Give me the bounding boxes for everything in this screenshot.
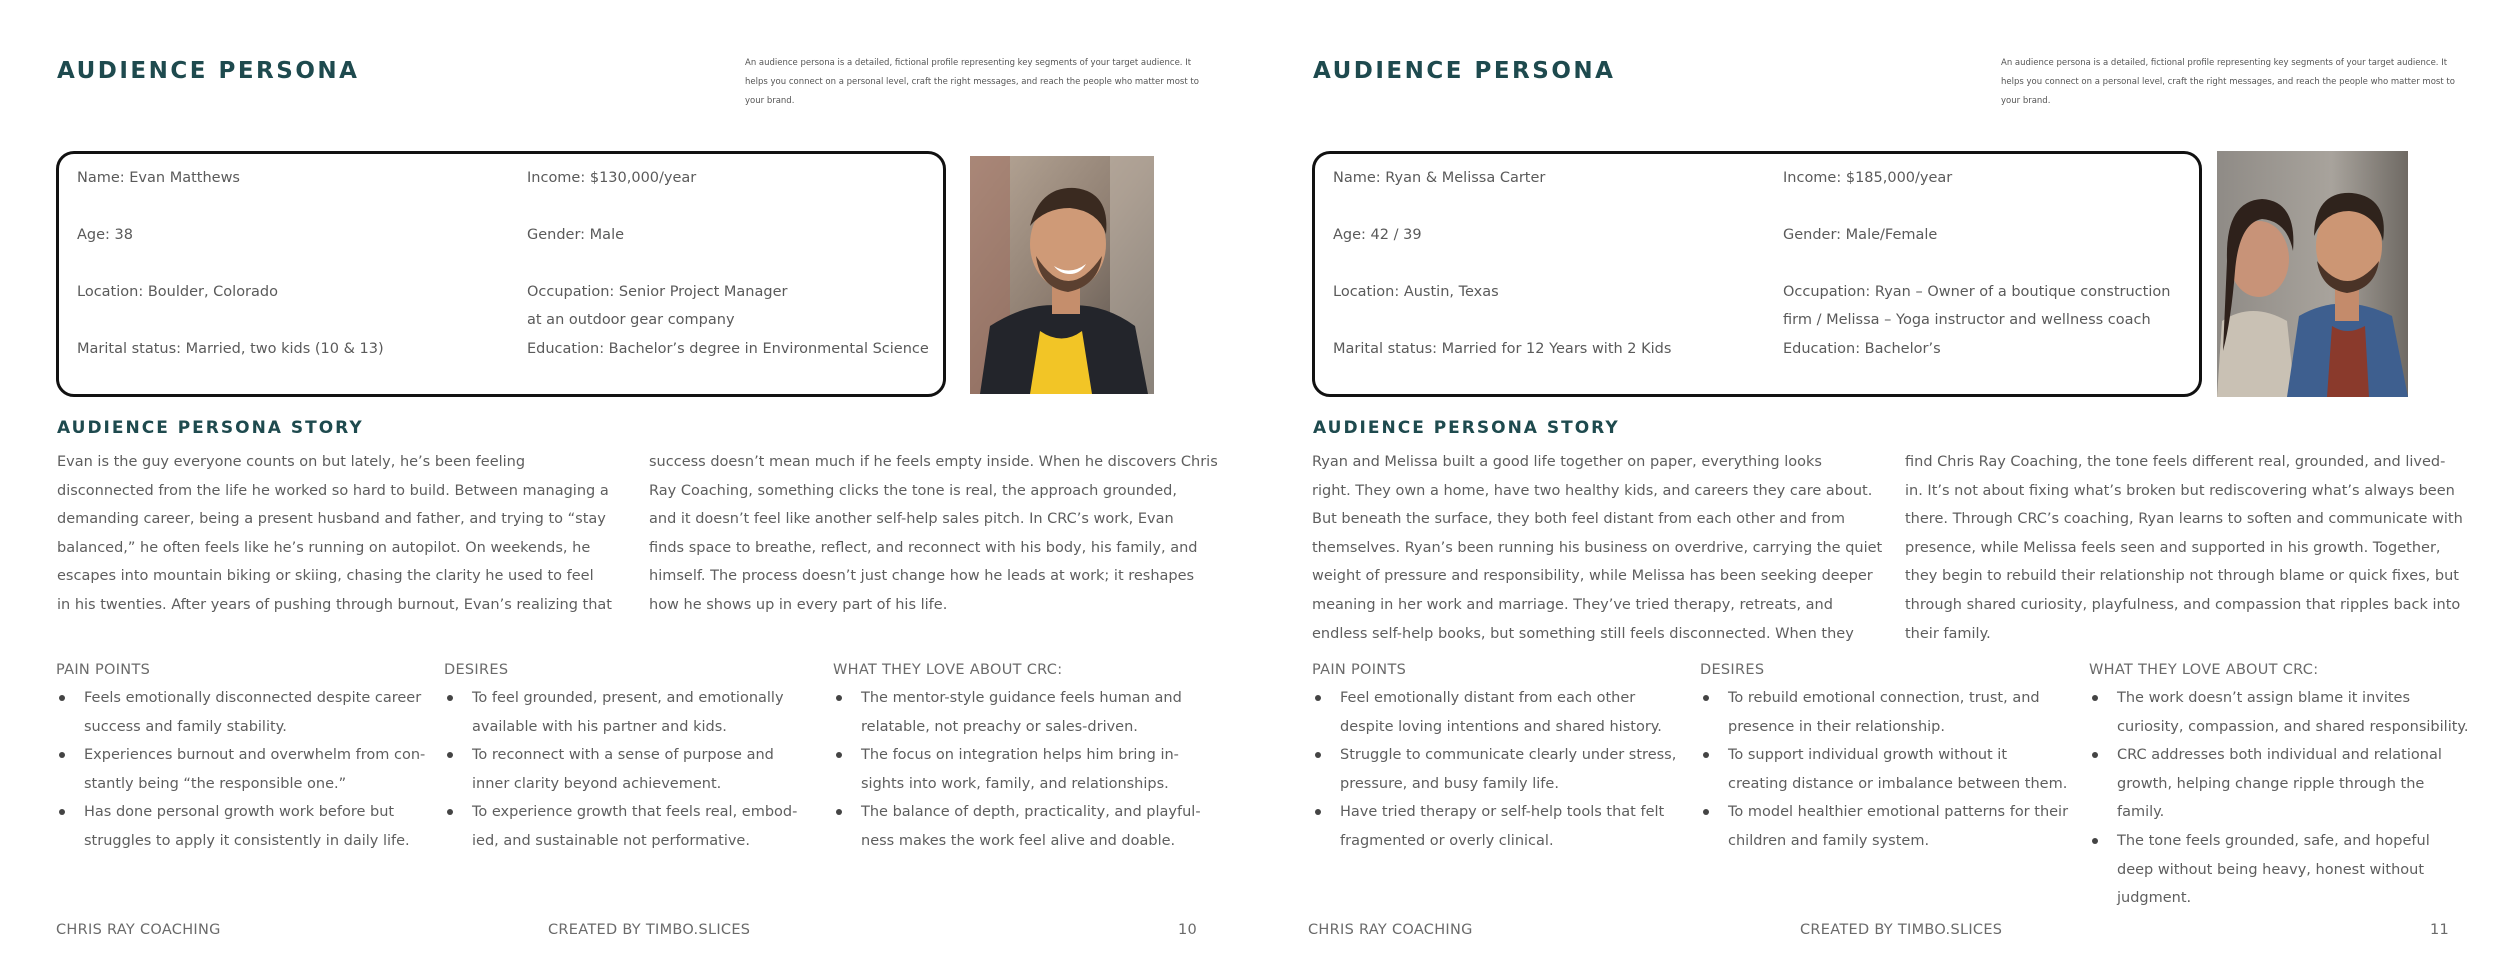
profile-name: Name: Evan Matthews bbox=[77, 170, 240, 186]
story-line: finds space to breathe, reflect, and reconnect with his body, his family, and bbox=[649, 539, 1198, 556]
page-title: AUDIENCE PERSONA bbox=[1313, 58, 1616, 84]
profile-location: Location: Austin, Texas bbox=[1333, 284, 1499, 300]
list-item-line: children and family system. bbox=[1728, 832, 1930, 849]
pain-points-section bbox=[1312, 656, 1676, 856]
story-line: and it doesn’t feel like another self-help sales pitch. In CRC’s work, Evan bbox=[649, 511, 1174, 528]
list-item-line: CRC addresses both individual and relational bbox=[2117, 747, 2442, 764]
list-item-line: curiosity, compassion, and shared responsibility. bbox=[2117, 718, 2469, 735]
list-item-line: To model healthier emotional patterns for their bbox=[1728, 804, 2069, 821]
profile-card bbox=[1312, 151, 2202, 397]
list-item-line: To support individual growth without it bbox=[1728, 747, 2008, 764]
list-item-line: Feel emotionally distant from each other bbox=[1340, 690, 1636, 706]
list-item bbox=[56, 684, 425, 741]
story-column-left bbox=[57, 448, 612, 620]
profile-education: Education: Bachelor’s degree in Environmental Science bbox=[527, 341, 929, 357]
love-about-crc-section bbox=[833, 656, 1201, 856]
couple-photo bbox=[2217, 151, 2408, 397]
list-item-line: Has done personal growth work before but bbox=[84, 804, 395, 821]
list-item-line: To reconnect with a sense of purpose and bbox=[472, 747, 774, 764]
story-line: Ray Coaching, something clicks the tone is real, the approach grounded, bbox=[649, 482, 1177, 499]
profile-education: Education: Bachelor’s bbox=[1783, 341, 1941, 357]
story-line: success doesn’t mean much if he feels empty inside. When he discovers Chris bbox=[649, 454, 1218, 470]
story-line: disconnected from the life he worked so hard to build. Between managing a bbox=[57, 482, 609, 499]
desires-section bbox=[444, 656, 797, 856]
list-item bbox=[444, 798, 797, 855]
list-item-line: The balance of depth, practicality, and playful- bbox=[861, 804, 1201, 821]
list-item bbox=[2089, 741, 2469, 827]
list-item-line: The mentor-style guidance feels human and bbox=[861, 690, 1182, 706]
story-line: demanding career, being a present husband and father, and trying to “stay bbox=[57, 511, 606, 528]
list-item-line: available with his partner and kids. bbox=[472, 718, 727, 735]
story-line: escapes into mountain biking or skiing, chasing the clarity he used to feel bbox=[57, 568, 594, 585]
list-item bbox=[1700, 684, 2068, 741]
story-line: in his twenties. After years of pushing through burnout, Evan’s realizing that bbox=[57, 596, 612, 613]
profile-occupation: Occupation: Ryan – Owner of a boutique construction bbox=[1783, 284, 2171, 300]
list-item bbox=[444, 741, 797, 798]
list-item-line: To feel grounded, present, and emotionally bbox=[472, 690, 784, 706]
list-item-line: To experience growth that feels real, embod- bbox=[472, 804, 798, 821]
list-item bbox=[1312, 798, 1676, 855]
list-item-line: Experiences burnout and overwhelm from con- bbox=[84, 747, 426, 764]
profile-occupation: Occupation: Senior Project Manager bbox=[527, 284, 788, 300]
profile-occupation-cont: at an outdoor gear company bbox=[527, 312, 735, 328]
list-item-line: judgment. bbox=[2117, 890, 2192, 907]
story-line: Ryan and Melissa built a good life together on paper, everything looks bbox=[1312, 454, 1822, 470]
story-line: right. They own a home, have two healthy kids, and careers they care about. bbox=[1312, 482, 1873, 499]
desires-section bbox=[1700, 656, 2068, 856]
intro-text: An audience persona is a detailed, fictional profile representing key segments of your target audience. It helps you connect on a personal level, craft the right messages, and reach the people who matter most to your brand. bbox=[745, 58, 1199, 106]
list-item bbox=[833, 798, 1201, 855]
profile-income: Income: $185,000/year bbox=[1783, 170, 1953, 186]
list-item-line: The work doesn’t assign blame it invites bbox=[2117, 690, 2411, 706]
pain-points-section bbox=[56, 656, 425, 856]
list-item-line: relatable, not preachy or sales-driven. bbox=[861, 718, 1138, 735]
list-item-line: despite loving intentions and shared history. bbox=[1340, 718, 1662, 735]
profile-name: Name: Ryan & Melissa Carter bbox=[1333, 170, 1546, 186]
list-item bbox=[833, 684, 1201, 741]
profile-card bbox=[56, 151, 946, 397]
list-item-line: success and family stability. bbox=[84, 718, 287, 735]
list-item-line: family. bbox=[2117, 804, 2165, 821]
profile-age: Age: 42 / 39 bbox=[1333, 227, 1422, 243]
page-number: 11 bbox=[2430, 922, 2450, 938]
list-item-line: pressure, and busy family life. bbox=[1340, 775, 1559, 792]
story-column-left bbox=[1312, 448, 1882, 648]
list-item bbox=[2089, 684, 2469, 741]
story-line: their family. bbox=[1905, 625, 1991, 642]
story-line: balanced,” he often feels like he’s running on autopilot. On weekends, he bbox=[57, 539, 591, 556]
love-title: WHAT THEY LOVE ABOUT CRC: bbox=[2089, 662, 2319, 678]
story-line: presence, while Melissa feels seen and supported in his growth. Together, bbox=[1905, 539, 2441, 556]
footer-brand: CHRIS RAY COACHING bbox=[56, 922, 221, 938]
story-line: meaning in her work and marriage. They’ve tried therapy, retreats, and bbox=[1312, 596, 1833, 613]
profile-gender: Gender: Male/Female bbox=[1783, 227, 1938, 243]
profile-location: Location: Boulder, Colorado bbox=[77, 284, 278, 300]
profile-income: Income: $130,000/year bbox=[527, 170, 697, 186]
love-title: WHAT THEY LOVE ABOUT CRC: bbox=[833, 662, 1063, 678]
list-item bbox=[1700, 741, 2068, 798]
list-item-line: ied, and sustainable not performative. bbox=[472, 832, 750, 849]
story-line: they begin to rebuild their relationship not through blame or quick fixes, but bbox=[1905, 568, 2459, 585]
list-item-line: creating distance or imbalance between them. bbox=[1728, 775, 2068, 792]
list-item bbox=[56, 798, 425, 855]
intro-text: An audience persona is a detailed, fictional profile representing key segments of your target audience. It helps you connect on a personal level, craft the right messages, and reach the people who matter most to your brand. bbox=[2001, 58, 2455, 106]
profile-marital: Marital status: Married, two kids (10 & 13) bbox=[77, 341, 384, 357]
story-title: AUDIENCE PERSONA STORY bbox=[57, 418, 364, 438]
list-item-line: Struggle to communicate clearly under stress, bbox=[1340, 747, 1677, 764]
list-item-line: stantly being “the responsible one.” bbox=[84, 775, 347, 792]
footer-credit: CREATED BY TIMBO.SLICES bbox=[1800, 922, 2003, 938]
story-line: there. Through CRC’s coaching, Ryan learns to soften and communicate with bbox=[1905, 511, 2463, 528]
story-line: through shared curiosity, playfulness, and compassion that ripples back into bbox=[1905, 596, 2461, 613]
list-item-line: ness makes the work feel alive and doable. bbox=[861, 832, 1176, 849]
desires-title: DESIRES bbox=[444, 662, 509, 678]
story-line: weight of pressure and responsibility, while Melissa has been seeking deeper bbox=[1312, 568, 1873, 585]
story-column-right bbox=[1905, 448, 2463, 648]
story-line: in. It’s not about fixing what’s broken but rediscovering what’s always been bbox=[1905, 482, 2455, 499]
list-item bbox=[56, 741, 425, 798]
list-item-line: deep without being heavy, honest without bbox=[2117, 861, 2425, 878]
story-line: Evan is the guy everyone counts on but lately, he’s been feeling bbox=[57, 454, 526, 470]
story-line: himself. The process doesn’t just change how he leads at work; it reshapes bbox=[649, 568, 1195, 585]
page-number: 10 bbox=[1178, 922, 1198, 938]
desires-title: DESIRES bbox=[1700, 662, 1765, 678]
list-item bbox=[444, 684, 797, 741]
list-item-line: The tone feels grounded, safe, and hopeful bbox=[2117, 832, 2430, 849]
list-item-line: The focus on integration helps him bring in- bbox=[861, 747, 1179, 764]
page-title: AUDIENCE PERSONA bbox=[57, 58, 360, 84]
list-item bbox=[1700, 798, 2068, 855]
list-item-line: Have tried therapy or self-help tools that felt bbox=[1340, 804, 1665, 821]
list-item-line: presence in their relationship. bbox=[1728, 718, 1945, 735]
page-11 bbox=[1250, 0, 2500, 966]
footer-credit: CREATED BY TIMBO.SLICES bbox=[548, 922, 751, 938]
list-item-line: inner clarity beyond achievement. bbox=[472, 775, 722, 792]
profile-gender: Gender: Male bbox=[527, 227, 625, 243]
list-item bbox=[1312, 741, 1676, 798]
profile-marital: Marital status: Married for 12 Years with 2 Kids bbox=[1333, 341, 1672, 357]
story-line: how he shows up in every part of his life. bbox=[649, 596, 948, 613]
story-line: themselves. Ryan’s been running his business on overdrive, carrying the quiet bbox=[1312, 539, 1883, 556]
pain-points-title: PAIN POINTS bbox=[1312, 662, 1407, 678]
list-item-line: growth, helping change ripple through the bbox=[2117, 775, 2425, 792]
list-item bbox=[833, 741, 1201, 798]
story-line: endless self-help books, but something still feels disconnected. When they bbox=[1312, 625, 1854, 642]
list-item bbox=[2089, 827, 2469, 913]
list-item-line: struggles to apply it consistently in daily life. bbox=[84, 832, 410, 849]
profile-occupation-cont: firm / Melissa – Yoga instructor and wellness coach bbox=[1783, 312, 2151, 328]
list-item-line: To rebuild emotional connection, trust, and bbox=[1728, 690, 2040, 706]
list-item bbox=[1312, 684, 1676, 741]
profile-age: Age: 38 bbox=[77, 227, 133, 243]
list-item-line: sights into work, family, and relationships. bbox=[861, 775, 1169, 792]
love-about-crc-section bbox=[2089, 656, 2469, 913]
list-item-line: Feels emotionally disconnected despite career bbox=[84, 690, 422, 706]
story-line: find Chris Ray Coaching, the tone feels different real, grounded, and lived- bbox=[1905, 454, 2446, 470]
footer-brand: CHRIS RAY COACHING bbox=[1308, 922, 1473, 938]
man-portrait-photo bbox=[970, 156, 1154, 394]
list-item-line: fragmented or overly clinical. bbox=[1340, 832, 1554, 849]
story-column-right bbox=[649, 448, 1218, 620]
story-title: AUDIENCE PERSONA STORY bbox=[1313, 418, 1620, 438]
pain-points-title: PAIN POINTS bbox=[56, 662, 151, 678]
story-line: But beneath the surface, they both feel distant from each other and from bbox=[1312, 511, 1846, 528]
